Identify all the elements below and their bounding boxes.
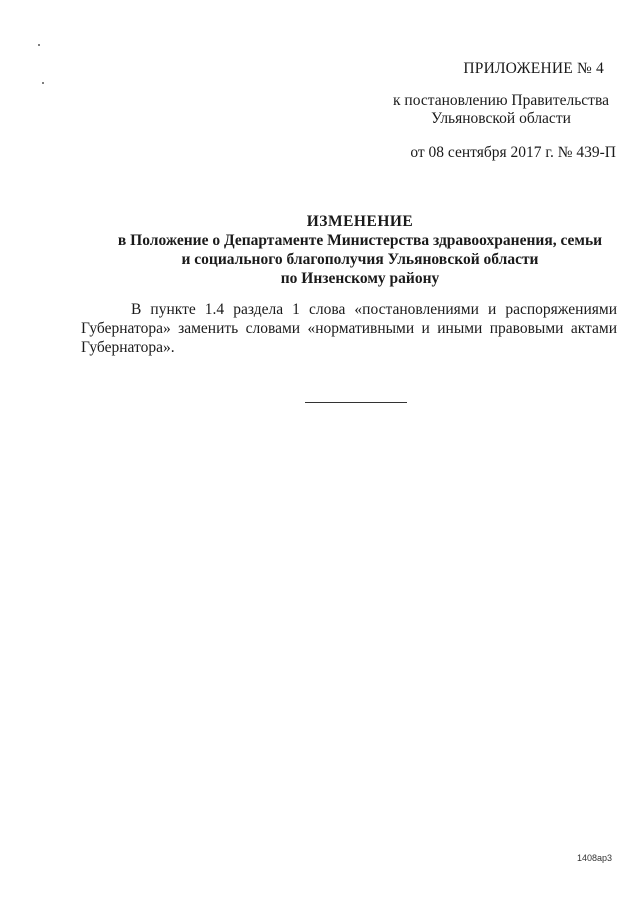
appendix-title: ПРИЛОЖЕНИЕ № 4 bbox=[463, 60, 604, 77]
appendix-reference bbox=[386, 92, 616, 128]
footer-code: 1408ap3 bbox=[576, 853, 612, 863]
document-heading bbox=[60, 212, 640, 288]
scan-speck bbox=[42, 82, 44, 84]
closing-rule-divider bbox=[305, 402, 407, 403]
document-subtitle-line3: по Инзенскому району bbox=[280, 270, 440, 287]
body-paragraph: В пункте 1.4 раздела 1 слова «постановлениями и распоряжениями Губернатора» заменить словами «нормативными и иными правовыми актами Губернатора». bbox=[81, 301, 617, 356]
document-subtitle-line1: в Положение о Департаменте Министерства здравоохранения, семьи bbox=[117, 232, 603, 249]
appendix-reference-line1: к постановлению Правительства bbox=[393, 92, 609, 109]
appendix-reference-line2: Ульяновской области bbox=[431, 110, 571, 127]
document-title: ИЗМЕНЕНИЕ bbox=[306, 213, 414, 230]
appendix-date: от 08 сентября 2017 г. № 439-П bbox=[410, 144, 616, 161]
scan-speck bbox=[38, 44, 40, 46]
document-subtitle-line2: и социального благополучия Ульяновской области bbox=[181, 251, 539, 268]
